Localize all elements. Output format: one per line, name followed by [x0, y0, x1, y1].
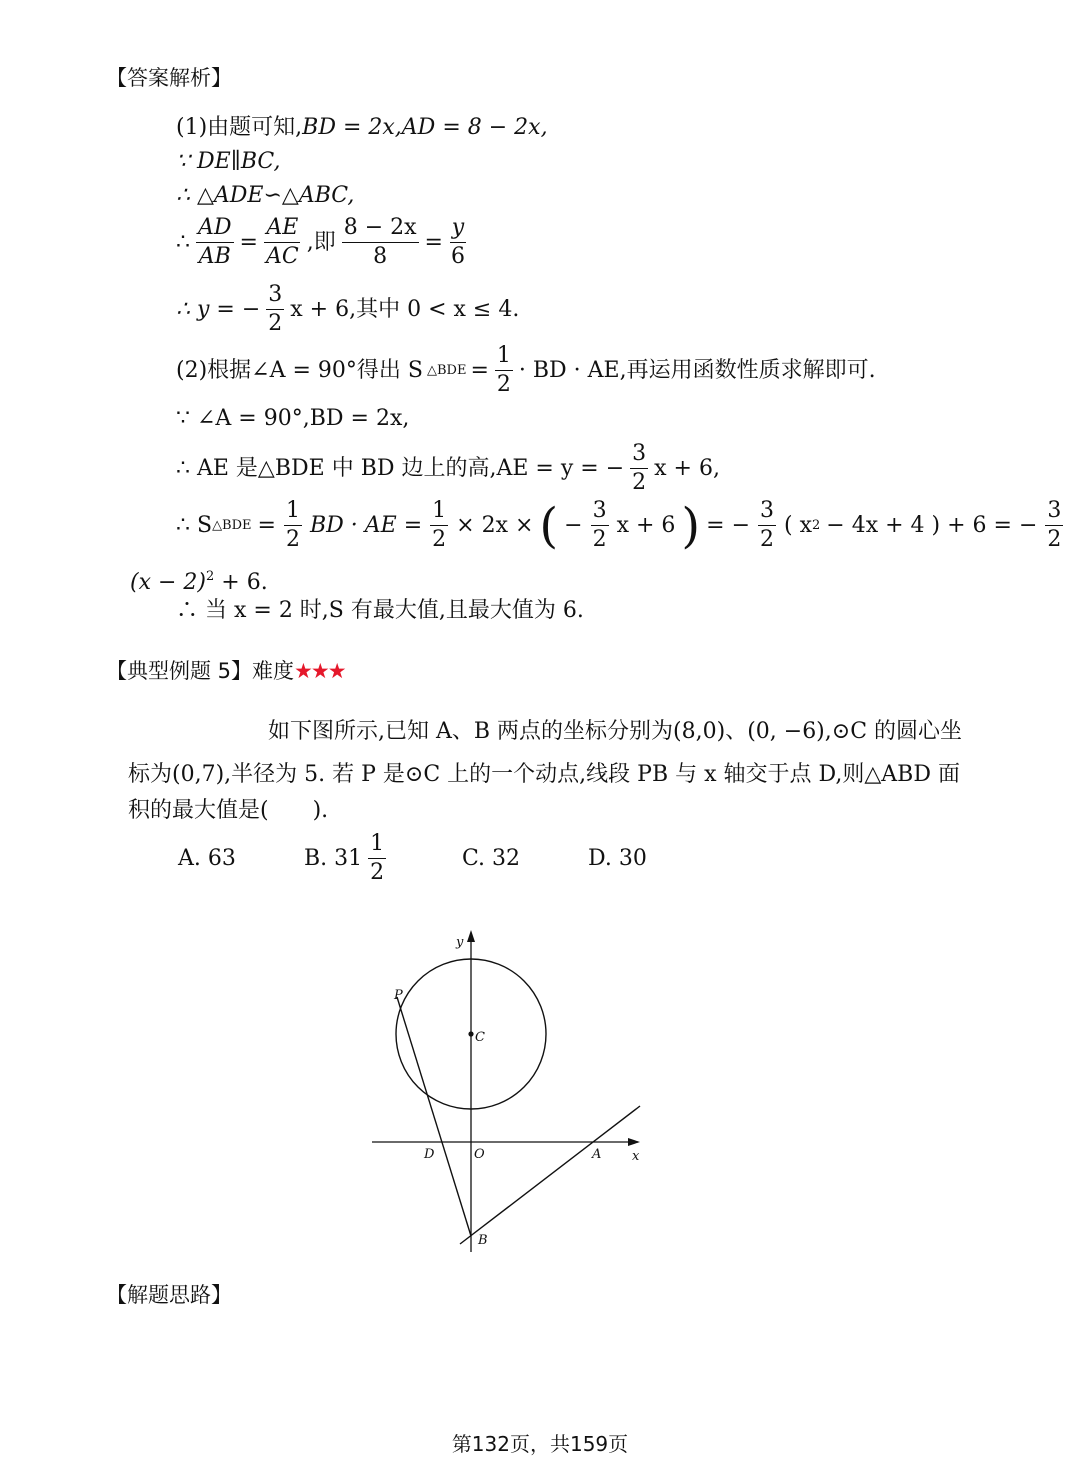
line9-superscript: 2 — [812, 517, 821, 533]
question-line-1: 如下图所示,已知 A、B 两点的坐标分别为(8,0)、(0, −6),⊙C 的圆心坐 — [268, 719, 963, 744]
solution-line-10 — [130, 563, 268, 597]
solution-line-11: ∴ 当 x = 2 时,S 有最大值,且最大值为 6. — [176, 598, 584, 623]
solution-line-3: ∴ △ADE∽△ABC, — [176, 183, 355, 208]
coordinate-figure — [360, 920, 660, 1260]
line9-subscript: △BDE — [212, 517, 252, 533]
frac-num: 1 — [495, 345, 513, 371]
label-p: P — [394, 988, 403, 1003]
line10-a: (x − 2) — [130, 570, 206, 595]
line8-a: ∴ AE 是△BDE 中 BD 边上的高,AE = y = − — [176, 455, 625, 481]
frac-den: AB — [198, 244, 231, 269]
example-header — [106, 655, 345, 685]
line9-c: BD · AE = — [309, 512, 423, 538]
solution-line-1 — [176, 114, 548, 142]
therefore-symbol: ∴ — [176, 229, 190, 255]
frac-num: 1 — [430, 500, 448, 526]
line6-c: · BD · AE,再运用函数性质求解即可. — [518, 357, 876, 383]
fraction-3-2 — [266, 284, 284, 335]
page-footer: 第132页，共159页 — [451, 1432, 629, 1456]
frac-den: 2 — [632, 470, 647, 495]
fraction-1-2 — [368, 833, 386, 884]
frac-num: 3 — [758, 500, 776, 526]
fraction-8-2x-over-8 — [342, 217, 419, 268]
line5-a: ∴ y = − — [176, 296, 261, 322]
equals: = — [424, 229, 443, 255]
frac-den: 2 — [760, 527, 775, 552]
x-axis-arrow — [628, 1138, 640, 1146]
frac-den: 2 — [592, 527, 607, 552]
frac-den: 6 — [450, 244, 465, 269]
solution-line-5 — [176, 284, 519, 335]
answer-analysis-header: 【答案解析】 — [106, 66, 232, 90]
line6-a: (2)根据∠A = 90°得出 S — [176, 357, 423, 383]
frac-den: 2 — [1047, 527, 1062, 552]
option-d: D. 30 — [588, 846, 647, 871]
frac-num: 3 — [1045, 500, 1063, 526]
frac-den: 2 — [496, 372, 511, 397]
solution-line-2: ∵ DE∥BC, — [176, 149, 281, 174]
fraction-1-2 — [430, 500, 448, 551]
fraction-3-2 — [591, 500, 609, 551]
question-line-2: 标为(0,7),半径为 5. 若 P 是⊙C 上的一个动点,线段 PB 与 x 轴交于点 D,则△ABD 面 — [128, 762, 960, 787]
y-axis-arrow — [467, 930, 475, 942]
solution-line-4 — [176, 217, 469, 268]
label-o: O — [474, 1147, 485, 1162]
line5-b: x + 6,其中 0 < x ≤ 4. — [290, 296, 520, 322]
line9-d: × 2x × — [456, 512, 534, 538]
equals: = — [239, 229, 258, 255]
label-c: C — [475, 1030, 485, 1045]
line9-g: = − — [706, 512, 751, 538]
line6-subscript: △BDE — [426, 362, 467, 378]
line-ab — [460, 1106, 640, 1244]
fraction-ad-ab — [196, 217, 234, 268]
left-paren: ( — [539, 497, 559, 554]
frac-num: 8 − 2x — [342, 217, 419, 243]
fraction-3-2 — [758, 500, 776, 551]
segment-pb — [397, 997, 471, 1236]
solution-line-7: ∵ ∠A = 90°,BD = 2x, — [176, 406, 410, 431]
frac-num: 1 — [368, 833, 386, 859]
label-b: B — [478, 1233, 488, 1248]
label-d: D — [424, 1147, 435, 1162]
frac-den: 2 — [285, 527, 300, 552]
solution-line-9 — [176, 497, 1065, 554]
line9-a: ∴ S — [176, 512, 213, 538]
frac-num: 3 — [266, 284, 284, 310]
line9-h: ( x — [784, 512, 812, 538]
line10-b: + 6. — [214, 570, 268, 595]
frac-den: 2 — [370, 860, 385, 885]
fraction-ae-ac — [264, 217, 301, 268]
line9-f: x + 6 — [616, 512, 676, 538]
frac-num: AE — [264, 217, 300, 243]
option-b — [304, 833, 388, 884]
label-x: x — [632, 1149, 640, 1164]
question-line-3: 积的最大值是( ). — [128, 798, 329, 823]
line6-b: = — [470, 357, 489, 383]
line9-e: − — [564, 512, 583, 538]
solution-line-6 — [176, 345, 876, 396]
frac-den: 8 — [373, 244, 388, 269]
ji-text: ,即 — [306, 229, 336, 255]
fraction-3-2 — [1045, 500, 1063, 551]
line1-prefix: (1)由题可知, — [176, 115, 303, 140]
option-a: A. 63 — [178, 846, 236, 871]
example-header-text: 【典型例题 5】难度 — [106, 659, 295, 683]
frac-num: AD — [196, 217, 234, 243]
fraction-y-over-6 — [449, 217, 467, 268]
fraction-1-2 — [495, 345, 513, 396]
label-a: A — [592, 1147, 602, 1162]
fraction-1-2 — [284, 500, 302, 551]
frac-num: 1 — [284, 500, 302, 526]
line1-math: BD = 2x,AD = 8 − 2x, — [302, 115, 548, 140]
option-c: C. 32 — [462, 846, 521, 871]
difficulty-stars: ★★★ — [294, 659, 345, 683]
right-paren: ) — [681, 497, 701, 554]
center-c-point — [468, 1031, 473, 1036]
fraction-3-2 — [630, 443, 648, 494]
line9-i: − 4x + 4 ) + 6 = − — [826, 512, 1038, 538]
frac-num: 3 — [630, 443, 648, 469]
line8-b: x + 6, — [654, 455, 720, 481]
option-b-prefix: B. 31 — [304, 845, 363, 871]
frac-den: AC — [265, 244, 299, 269]
line10-superscript: 2 — [206, 569, 215, 584]
frac-num: y — [450, 217, 466, 243]
frac-den: 2 — [268, 311, 283, 336]
label-y: y — [456, 935, 464, 950]
solution-thinking-header: 【解题思路】 — [106, 1283, 232, 1307]
frac-num: 3 — [591, 500, 609, 526]
line9-b: = — [257, 512, 276, 538]
frac-den: 2 — [432, 527, 447, 552]
solution-line-8 — [176, 443, 720, 494]
